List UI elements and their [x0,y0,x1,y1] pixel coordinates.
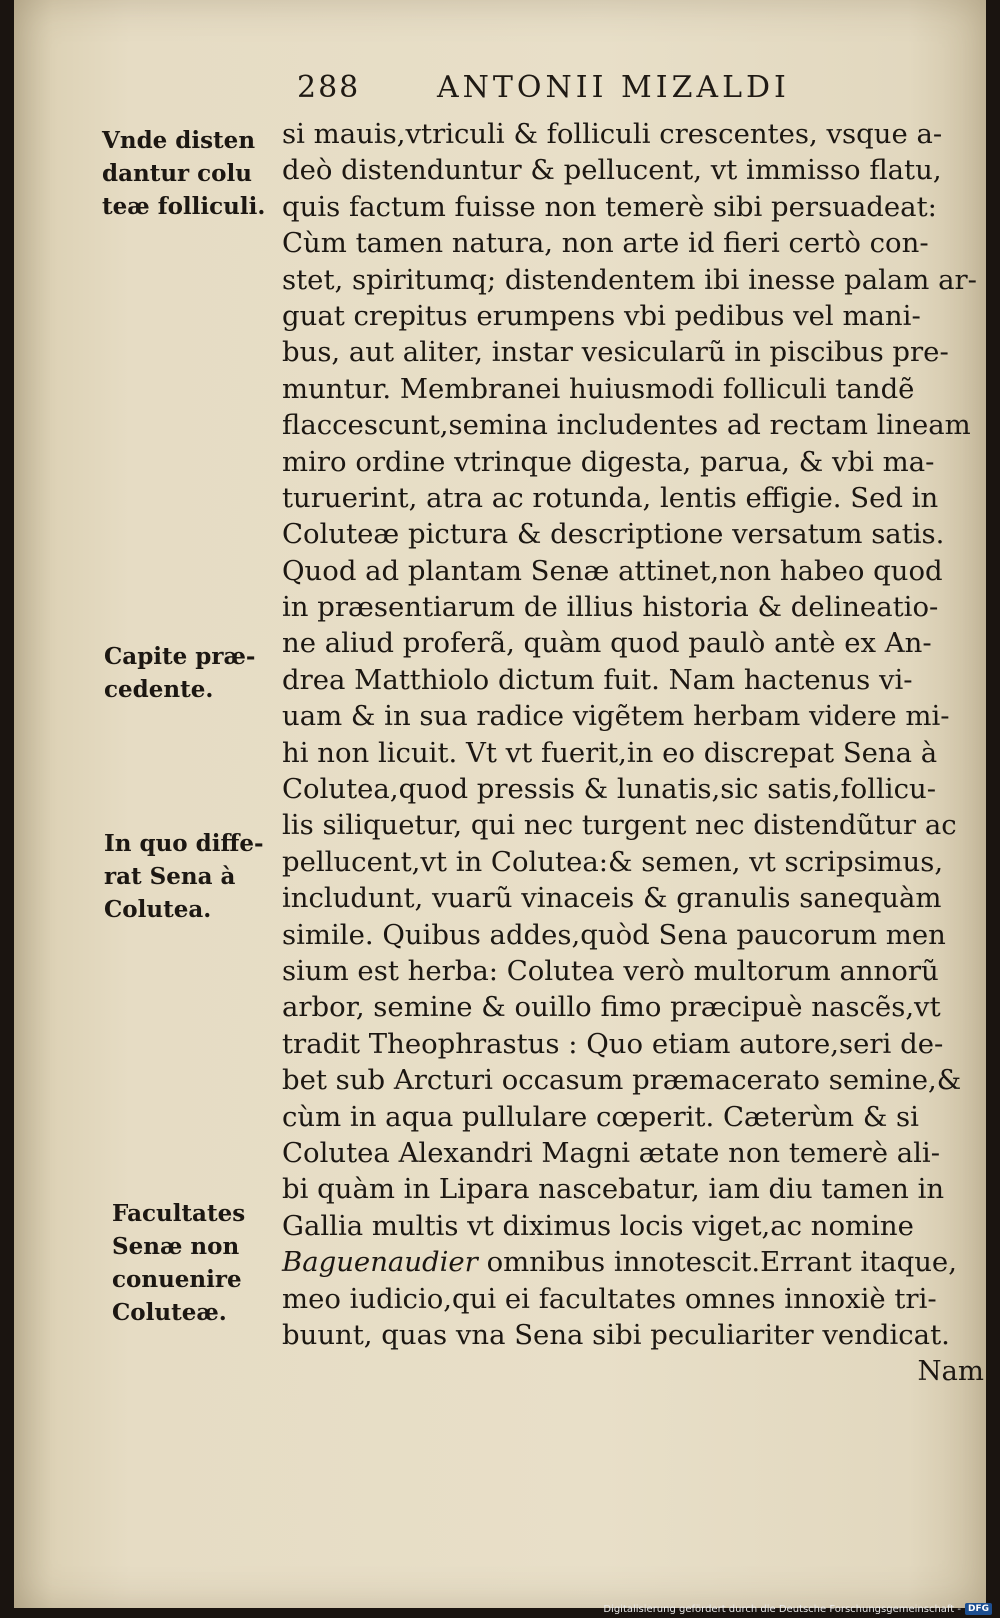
text-line: Cùm tamen natura, non arte id fieri certò con- [282,227,929,260]
text-line: guat crepitus erumpens vbi pedibus vel mani- [282,299,921,332]
page-number: 288 [297,70,361,105]
text-line: simile. Quibus addes,quòd Sena paucorum men [282,918,946,951]
text-line: flaccescunt,semina includentes ad rectam lineam [282,409,971,442]
margin-note-line: dantur colu [102,160,252,187]
running-title: ANTONII MIZALDI [437,70,790,105]
margin-note-line: Facultates [112,1200,246,1227]
text-line: quis factum fuisse non temerè sibi persuadeat: [282,190,937,223]
margin-note [104,640,255,706]
text-line: bet sub Arcturi occasum præmacerato semine,& [282,1064,962,1097]
text-line: includunt, vuarũ vinaceis & granulis sanequàm [282,882,942,915]
text-line: hi non licuit. Vt vt fuerit,in eo discrepat Sena à [282,736,938,769]
text-line: bus, aut aliter, instar vesicularũ in piscibus pre- [282,336,949,369]
body-text [282,116,988,1390]
margin-note-line: Vnde disten [102,127,256,154]
text-line: Quod ad plantam Senæ attinet,non habeo quod [282,554,943,587]
margin-note-line: conuenire [112,1266,242,1293]
text-line: meo iudicio,qui ei facultates omnes innoxiè tri- [282,1282,937,1315]
book-page [14,0,986,1608]
margin-note [102,124,265,223]
margin-note-line: teæ folliculi. [102,193,266,220]
dfg-logo: DFG [965,1603,992,1615]
text-line: miro ordine vtrinque digesta, parua, & vbi ma- [282,445,935,478]
text-line: sium est herba: Colutea verò multorum annorũ [282,954,939,987]
text-line: buunt, quas vna Sena sibi peculiariter vendicat. [282,1318,950,1351]
text-line: Colutea,quod pressis & lunatis,sic satis,follicu- [282,773,936,806]
margin-note-line: Coluteæ. [112,1299,227,1326]
text-line: bi quàm in Lipara nascebatur, iam diu tamen in [282,1173,945,1206]
text-line: Gallia multis vt diximus locis viget,ac nomine [282,1209,914,1242]
text-line: tradit Theophrastus : Quo etiam autore,seri de- [282,1027,944,1060]
text-line: stet, spiritumq; distendentem ibi inesse palam ar- [282,263,977,296]
text-line: si mauis,vtriculi & folliculi crescentes, vsque a- [282,118,943,150]
margin-note-line: Capite præ- [104,643,256,670]
text-line: Colutea Alexandri Magni ætate non temerè ali- [282,1136,940,1169]
margin-note-line: In quo diffe- [104,830,264,857]
catchword: Nam [917,1355,984,1388]
margin-note-line: cedente. [104,676,214,703]
text-line: Baguenaudier omnibus innotescit.Errant itaque, [282,1246,957,1279]
credit-text: Digitalisierung gefördert durch die Deutsche Forschungsgemeinschaft - [603,1603,961,1615]
margin-note-line: Colutea. [104,896,212,923]
margin-note-line: rat Sena à [104,863,236,890]
text-line: cùm in aqua pullulare cœperit. Cæterùm & si [282,1100,919,1133]
page-header [297,70,917,110]
text-line: deò distenduntur & pellucent, vt immisso flatu, [282,154,942,187]
text-line: Coluteæ pictura & descriptione versatum satis. [282,518,945,551]
text-line: pellucent,vt in Colutea:& semen, vt scripsimus, [282,845,944,878]
text-line: arbor, semine & ouillo fimo præcipuè nascẽs,vt [282,991,941,1024]
margin-note-line: Senæ non [112,1233,240,1260]
text-line: drea Matthiolo dictum fuit. Nam hactenus vi- [282,663,913,696]
footer-credit [603,1602,992,1616]
text-line: turuerint, atra ac rotunda, lentis effigie. Sed in [282,481,939,514]
text-line: ne aliud proferã, quàm quod paulò antè ex An- [282,627,932,660]
text-line: muntur. Membranei huiusmodi folliculi tandẽ [282,372,915,405]
text-line: lis siliquetur, qui nec turgent nec distendũtur ac [282,809,957,842]
margin-note [104,827,264,926]
text-line: in præsentiarum de illius historia & delineatio- [282,591,939,624]
text-line: uam & in sua radice vigẽtem herbam videre mi- [282,700,950,733]
margin-note [112,1197,245,1329]
